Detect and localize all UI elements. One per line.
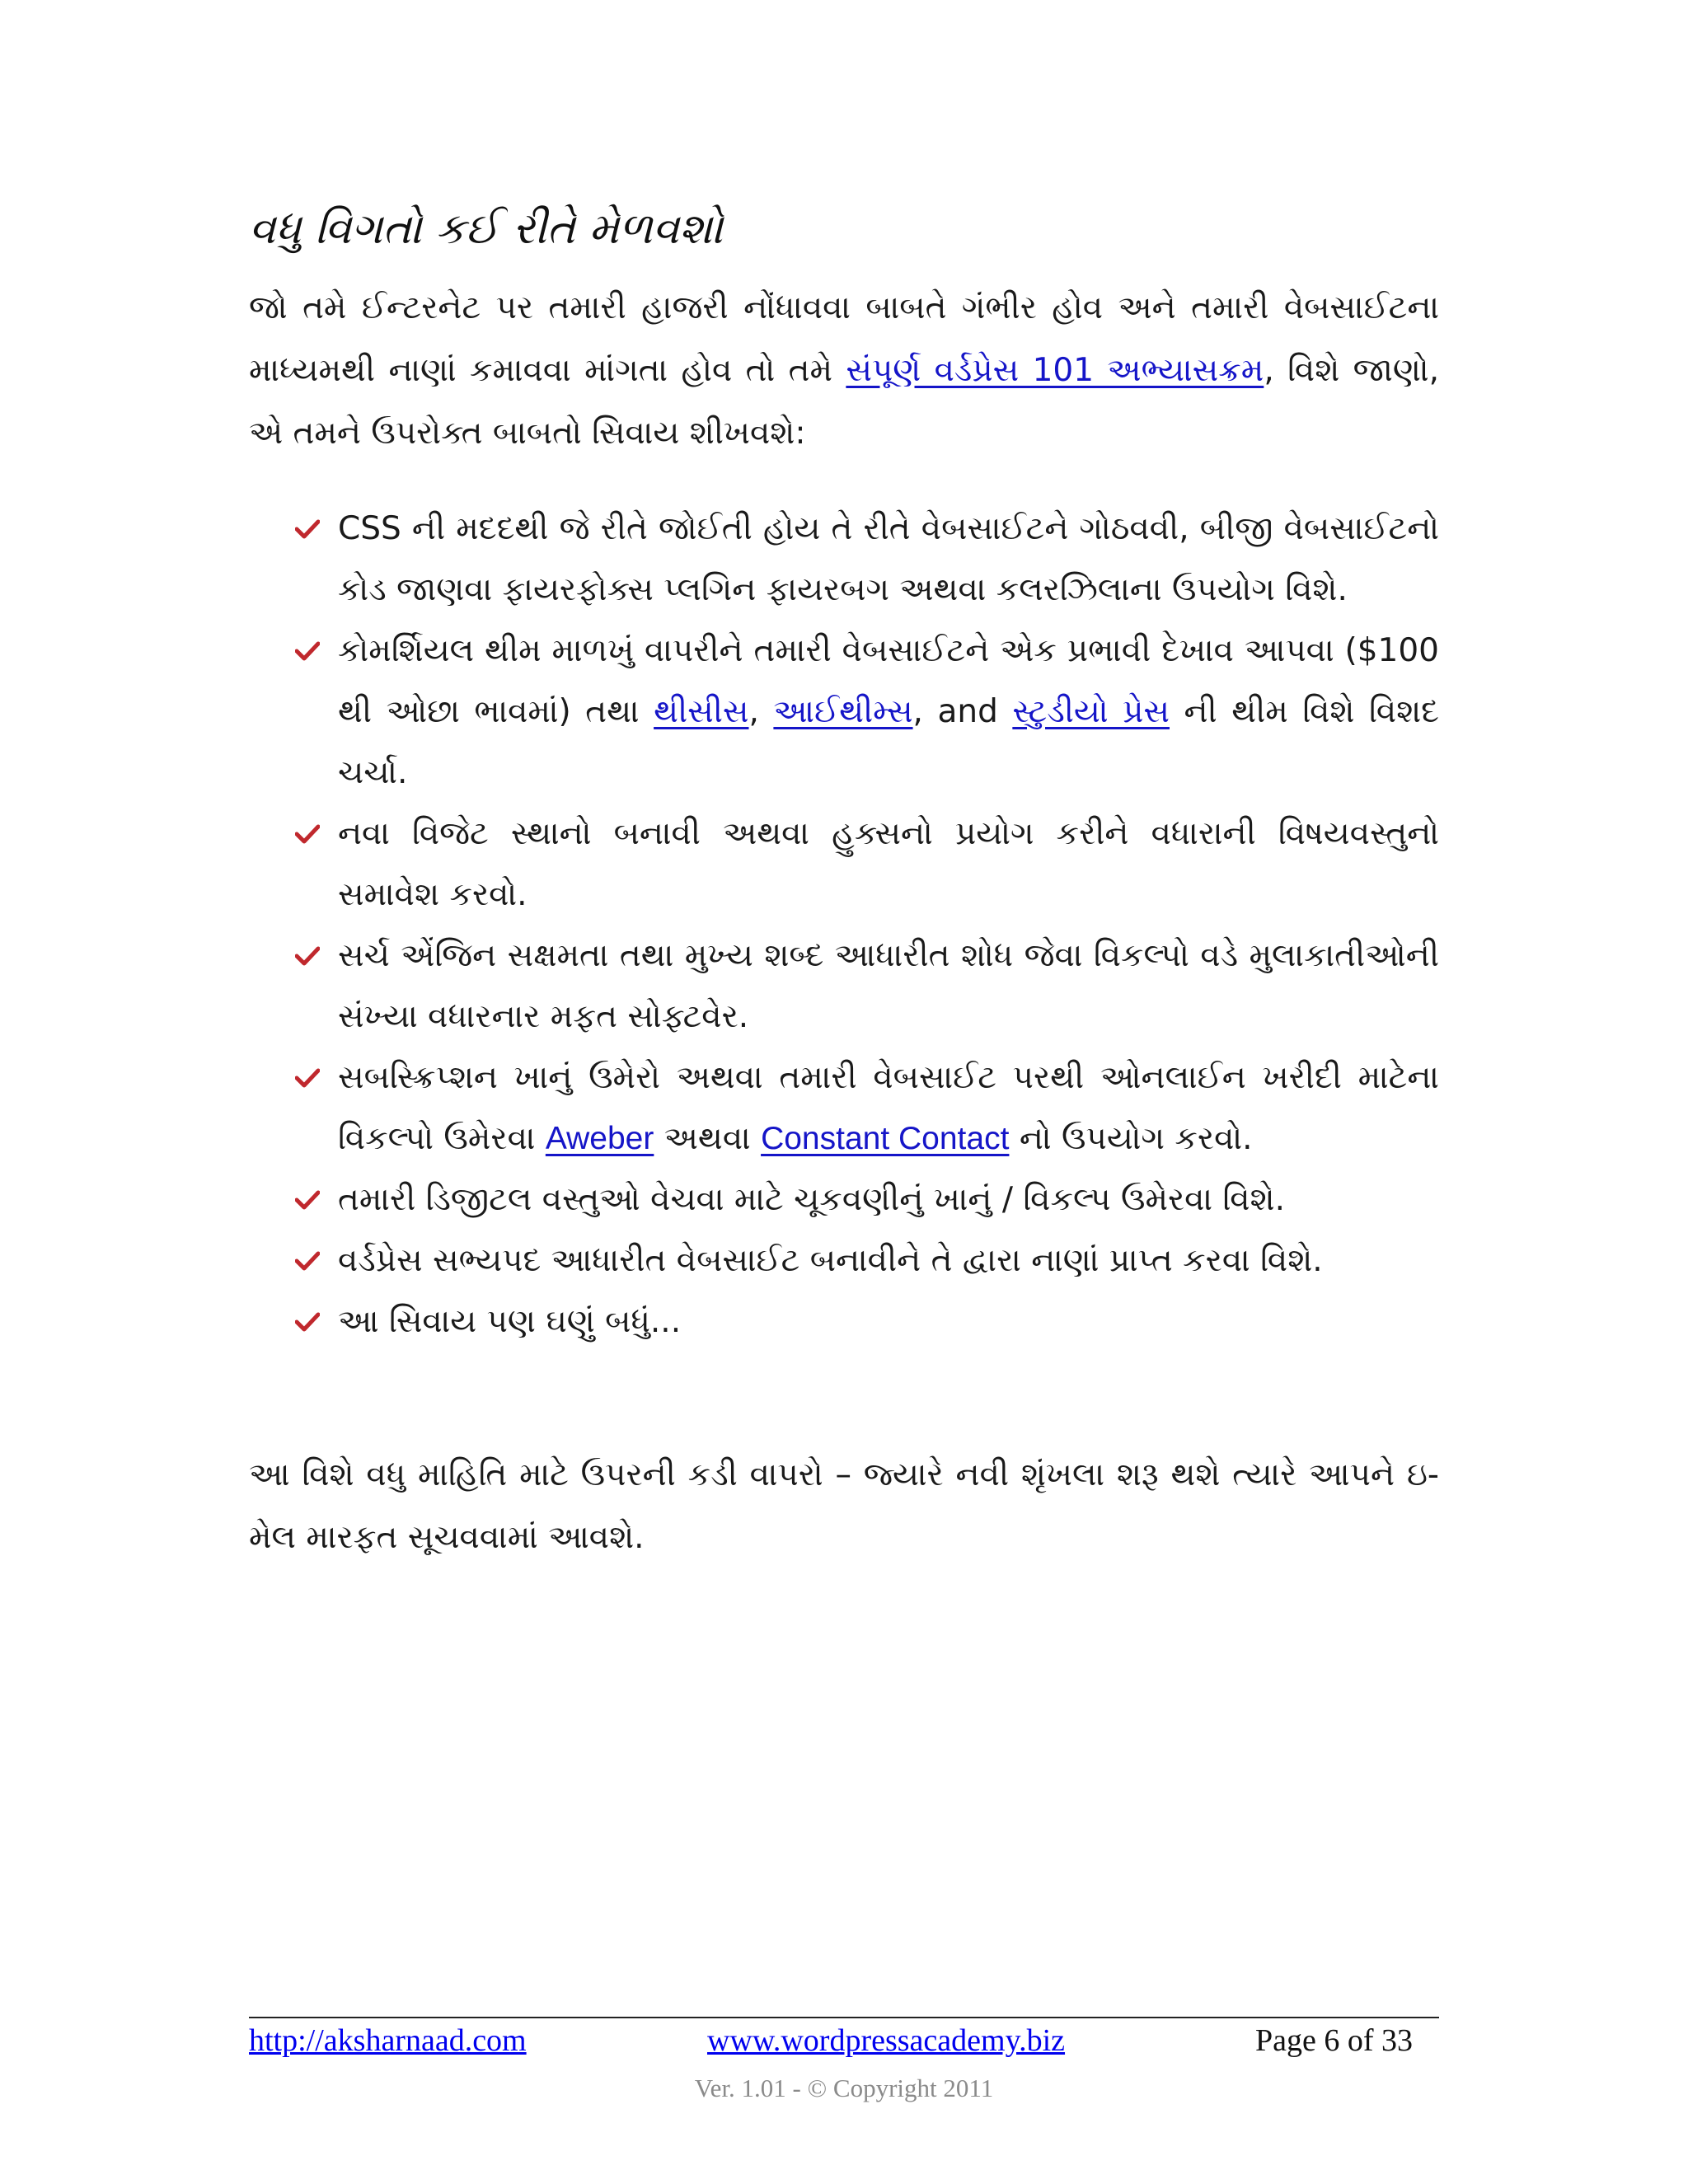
list-item-text: નવા વિજેટ સ્થાનો બનાવી અથવા હુક્સનો પ્રયોગ કરીને વધારાની વિષયવસ્તુનો સમાવેશ કરવો. bbox=[338, 815, 1439, 913]
check-icon bbox=[295, 823, 320, 845]
list-item-text: સબસ્ક્રિપ્શન ખાનું ઉમેરો અથવા તમારી વેબસાઈટ પરથી ઓનલાઈન ખરીદી માટેના વિકલ્પો ઉમેરવા bbox=[338, 1059, 1439, 1157]
check-icon bbox=[295, 945, 320, 967]
studiopress-link[interactable]: સ્ટુડીયો પ્રેસ bbox=[1012, 693, 1170, 730]
list-item-text-end: ની થીમ વિશે વિશદ ચર્ચા. bbox=[338, 693, 1439, 791]
list-item bbox=[288, 926, 1439, 1047]
list-item bbox=[288, 1230, 1439, 1291]
check-icon bbox=[295, 640, 320, 662]
ithemes-link[interactable]: આઈથીમ્સ bbox=[773, 693, 913, 730]
check-icon bbox=[295, 1189, 320, 1211]
footer-aksharnaad-link[interactable]: http://aksharnaad.com bbox=[249, 2023, 527, 2058]
list-item-text-end: નો ઉપયોગ કરવો. bbox=[1009, 1120, 1253, 1157]
list-separator: , and bbox=[912, 693, 1013, 730]
feature-list bbox=[288, 499, 1439, 1352]
list-item bbox=[288, 804, 1439, 926]
list-item bbox=[288, 1291, 1439, 1352]
footer-wordpressacademy-link[interactable]: www.wordpressacademy.biz bbox=[707, 2023, 1066, 2058]
intro-text-before: જો તમે ઈન્ટરનેટ પર તમારી હાજરી નોંધાવવા બાબતે ગંભીર હોવ અને તમારી વેબસાઈટના માધ્યમથી નાણાં કમાવવા માંગતા હોવ તો તમે bbox=[249, 289, 1439, 389]
list-item-text: તમારી ડિજીટલ વસ્તુઓ વેચવા માટે ચૂકવણીનું ખાનું / વિકલ્પ ઉમેરવા વિશે. bbox=[338, 1181, 1285, 1218]
list-item-text: આ સિવાય પણ ઘણું બધું... bbox=[338, 1303, 682, 1340]
section-heading: વધુ વિગતો કઈ રીતે મેળવશો bbox=[249, 204, 724, 254]
page-number: Page 6 of 33 bbox=[1255, 2023, 1414, 2058]
thesis-link[interactable]: થીસીસ bbox=[654, 693, 749, 730]
list-separator: , bbox=[748, 693, 774, 730]
constant-contact-link[interactable]: Constant Contact bbox=[761, 1121, 1010, 1156]
list-separator: અથવા bbox=[654, 1120, 762, 1157]
list-item bbox=[288, 1047, 1439, 1169]
check-icon bbox=[295, 1311, 320, 1333]
copyright-notice: Ver. 1.01 - © Copyright 2011 bbox=[694, 2074, 994, 2102]
list-item bbox=[288, 499, 1439, 621]
list-item bbox=[288, 1169, 1439, 1230]
list-item-text: સર્ચ એંજિન સક્ષમતા તથા મુખ્ય શબ્દ આધારીત શોધ જેવા વિકલ્પો વડે મુલાકાતીઓની સંખ્યા વધારનાર મફત સોફ્ટવેર. bbox=[338, 937, 1439, 1035]
aweber-link[interactable]: Aweber bbox=[545, 1121, 654, 1156]
intro-paragraph bbox=[249, 277, 1439, 465]
check-icon bbox=[295, 1250, 320, 1272]
check-icon bbox=[295, 518, 320, 540]
footer-divider bbox=[249, 2017, 1439, 2018]
closing-paragraph: આ વિશે વધુ માહિતિ માટે ઉપરની કડી વાપરો – જ્યારે નવી શૃંખલા શરૂ થશે ત્યારે આપને ઇ-મેલ મારફત સૂચવવામાં આવશે. bbox=[249, 1456, 1439, 1556]
list-item-text: વર્ડપ્રેસ સભ્યપદ આધારીત વેબસાઈટ બનાવીને તે દ્વારા નાણાં પ્રાપ્ત કરવા વિશે. bbox=[338, 1242, 1323, 1279]
list-item-text: કોમર્શિયલ થીમ માળખું વાપરીને તમારી વેબસાઈટને એક પ્રભાવી દેખાવ આપવા ($100 થી ઓછા ભાવમાં) તથા bbox=[338, 632, 1439, 730]
list-item-text: CSS ની મદદથી જે રીતે જોઈતી હોય તે રીતે વેબસાઈટને ગોઠવવી, બીજી વેબસાઈટનો કોડ જાણવા ફાયરફોક્સ પ્લગિન ફાયરબગ અથવા કલરઝિલાના ઉપયોગ વિશે. bbox=[338, 510, 1439, 608]
intro-text-after: , વિશે જાણો, એ તમને ઉપરોક્ત બાબતો સિવાય શીખવશે: bbox=[249, 352, 1440, 452]
list-item bbox=[288, 621, 1439, 804]
wordpress-course-link[interactable]: સંપૂર્ણ વર્ડપ્રેસ 101 અભ્યાસક્રમ bbox=[846, 352, 1264, 389]
check-icon bbox=[295, 1067, 320, 1089]
